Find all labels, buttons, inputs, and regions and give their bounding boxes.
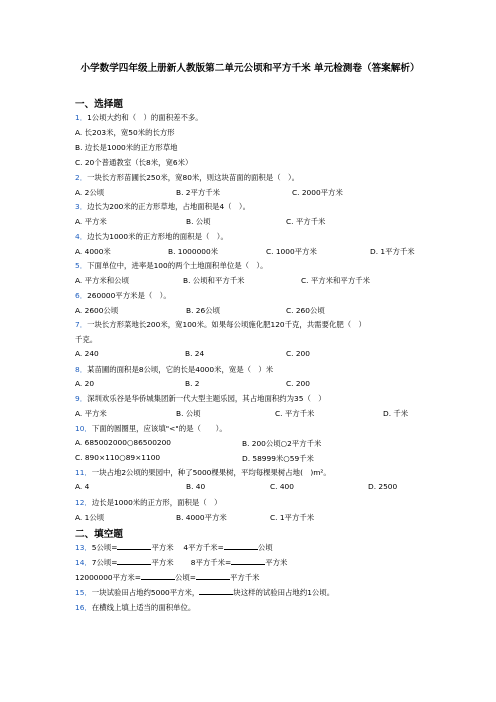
- question-text: 平方米 4平方千米=: [151, 543, 224, 552]
- option-a: A. 长203米，宽50米的长方形: [75, 128, 175, 137]
- question-7-continued: 千克。: [75, 335, 98, 344]
- question-text: 7公顷=: [91, 558, 118, 567]
- option-a: A. 685002000○86500200: [75, 438, 172, 447]
- option-c: C. 平方米和平方千米: [301, 276, 370, 285]
- answer-blank[interactable]: [196, 572, 230, 580]
- question-text: 12000000平方米=: [75, 573, 141, 582]
- option-c: C. 260公顷: [286, 306, 325, 315]
- option-a: A. 平方米: [75, 217, 107, 226]
- question-15: [75, 587, 334, 598]
- option-d: D. 1平方千米: [370, 247, 415, 256]
- option-c: C. 890×110○89×1100: [75, 453, 161, 462]
- option-a: A. 平方米和公顷: [75, 276, 129, 285]
- answer-blank[interactable]: [117, 557, 151, 565]
- option-b: B. 24: [185, 349, 205, 358]
- question-text: 一块长方形苗圃长250米，宽80米，则这块苗面的面积是（ ）。: [87, 173, 300, 182]
- question-number: 5．: [75, 261, 88, 270]
- question-number: 6．: [75, 291, 88, 300]
- question-text: 下面的圆圈里，应该填"<"的是（ ）。: [91, 424, 227, 433]
- section-choice-heading: 一、选择题: [75, 99, 123, 110]
- option-a: A. 1公顷: [75, 513, 105, 522]
- question-8: [75, 364, 273, 375]
- option-c: C. 1000平方米: [266, 247, 317, 256]
- question-text: 一块占地2公顷的果园中，种了5000棵果树，平均每棵果树占地( )m²。: [91, 468, 331, 477]
- option-d: D. 58999米○59千米: [242, 454, 314, 463]
- option-b: B. 26公顷: [186, 306, 220, 315]
- question-number: 16．: [75, 603, 92, 612]
- question-number: 9．: [75, 394, 88, 403]
- question-text: 平方米 8平方千米=: [151, 558, 232, 567]
- question-13: [75, 542, 273, 553]
- option-c: C. 1平方千米: [270, 513, 315, 522]
- question-number: 7．: [75, 320, 88, 329]
- question-14-line-2: [75, 572, 260, 583]
- option-a: A. 2600公顷: [75, 306, 119, 315]
- question-text: 一块长方形菜地长200米，宽100米。如果每公顷施化肥120千克，共需要化肥（ ）: [87, 320, 366, 329]
- question-text: 块这样的试验田占地约1公顷。: [233, 588, 335, 597]
- question-text: 下面单位中，进率是100的两个土地面积单位是（ ）。: [87, 261, 268, 270]
- option-a: A. 4000米: [75, 247, 111, 256]
- question-text: 一块试验田占地约5000平方米，: [91, 588, 200, 597]
- question-text: 深圳欢乐谷是华侨城集团新一代大型主题乐园，其占地面积约为35（ ）: [87, 394, 326, 403]
- option-a: A. 20: [75, 379, 95, 388]
- question-text: 边长是1000米的正方形，面积是（ ）: [91, 498, 222, 507]
- question-6: [75, 290, 171, 301]
- question-number: 11．: [75, 468, 92, 477]
- question-number: 4．: [75, 232, 88, 241]
- option-b: B. 1000000米: [168, 247, 219, 256]
- question-text: 5公顷=: [91, 543, 118, 552]
- question-text: 平方千米: [229, 573, 260, 582]
- question-number: 15．: [75, 588, 92, 597]
- option-a: A. 240: [75, 349, 99, 358]
- answer-blank[interactable]: [117, 542, 151, 550]
- question-12: [75, 497, 221, 508]
- question-9: [75, 393, 326, 404]
- option-b: B. 40: [186, 482, 206, 491]
- option-c: C. 200: [286, 349, 310, 358]
- question-text: 公顷=: [174, 573, 196, 582]
- question-number: 13．: [75, 543, 92, 552]
- answer-blank[interactable]: [199, 587, 233, 595]
- option-c: C. 20个普通教室（长8米，宽6米）: [75, 158, 193, 167]
- option-b: B. 200公顷○2平方千米: [242, 439, 322, 448]
- question-2: [75, 172, 299, 183]
- question-number: 12．: [75, 498, 92, 507]
- answer-blank[interactable]: [231, 557, 265, 565]
- question-number: 1．: [75, 113, 88, 122]
- answer-blank[interactable]: [224, 542, 258, 550]
- question-text: 平方米: [265, 558, 288, 567]
- question-number: 14．: [75, 558, 92, 567]
- option-a: A. 平方米: [75, 409, 107, 418]
- option-b: B. 4000平方米: [176, 513, 227, 522]
- question-text: 公顷: [257, 543, 273, 552]
- question-4: [75, 231, 228, 242]
- option-c: C. 平方千米: [275, 409, 315, 418]
- page-title: 小学数学四年级上册新人教版第二单元公顷和平方千米 单元检测卷（答案解析）: [80, 63, 420, 74]
- option-d: D. 2500: [368, 482, 398, 491]
- question-text: 边长为200米的正方形草地，占地面积是4（ ）。: [87, 202, 251, 211]
- question-3: [75, 201, 250, 212]
- question-5: [75, 260, 268, 271]
- option-a: A. 2公顷: [75, 188, 105, 197]
- option-b: B. 公顷: [186, 217, 211, 226]
- question-text: 260000平方米是（ ）。: [87, 291, 171, 300]
- question-14: [75, 557, 287, 568]
- question-number: 8．: [75, 365, 88, 374]
- option-c: C. 200: [286, 379, 310, 388]
- question-number: 3．: [75, 202, 88, 211]
- option-b: B. 公顷: [176, 409, 201, 418]
- question-number: 10．: [75, 424, 92, 433]
- option-b: B. 边长是1000米的正方形草地: [75, 143, 178, 152]
- option-c: C. 400: [270, 482, 294, 491]
- question-16: [75, 602, 195, 613]
- question-10: [75, 423, 227, 434]
- option-a: A. 4: [75, 482, 90, 491]
- option-b: B. 2: [185, 379, 200, 388]
- question-7: [75, 319, 366, 330]
- question-text: 在横线上填上适当的面积单位。: [91, 603, 196, 612]
- option-b: B. 公顷和平方千米: [183, 276, 245, 285]
- question-text: 某苗圃的面积是8公顷，它的长是4000米，宽是（ ）米: [87, 365, 274, 374]
- question-number: 2．: [75, 173, 88, 182]
- question-11: [75, 467, 331, 478]
- question-text: 边长为1000米的正方形地的面积是（ ）。: [87, 232, 228, 241]
- option-c: C. 2000平方米: [292, 188, 343, 197]
- question-text: 1公顷大约和（ ）的面积差不多。: [87, 113, 203, 122]
- option-c: C. 平方千米: [286, 217, 326, 226]
- option-b: B. 2平方千米: [176, 188, 221, 197]
- option-d: D. 千米: [383, 409, 409, 418]
- section-fill-heading: 二、填空题: [75, 529, 123, 540]
- question-1: [75, 112, 203, 123]
- answer-blank[interactable]: [141, 572, 175, 580]
